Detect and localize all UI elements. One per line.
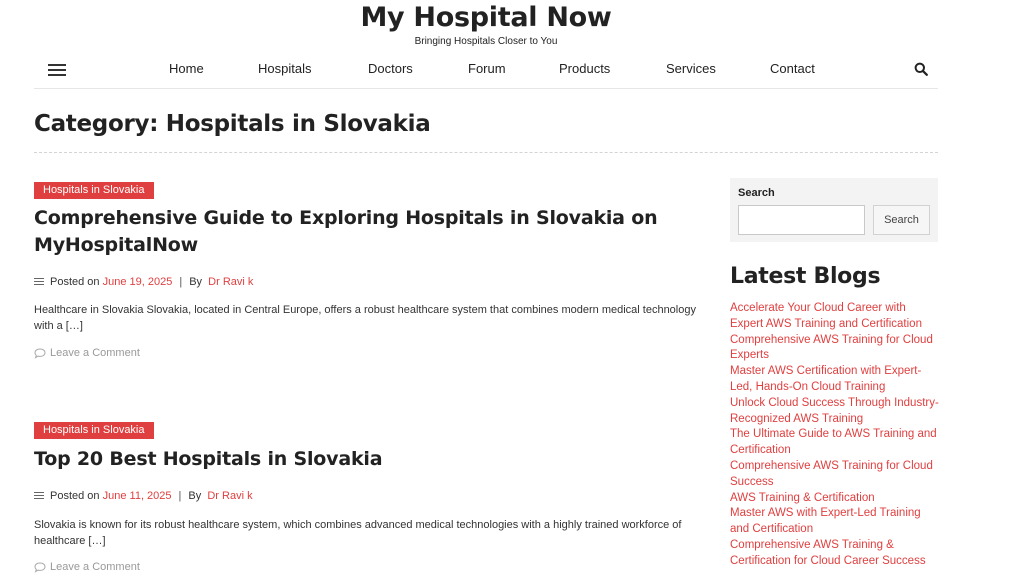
- by-label: By: [189, 276, 203, 288]
- leave-comment-link[interactable]: [34, 561, 140, 573]
- comment-icon: [34, 562, 46, 573]
- comment-icon: [34, 348, 46, 359]
- latest-blog-link[interactable]: Comprehensive AWS Training for Cloud Success: [730, 459, 933, 488]
- latest-blog-link[interactable]: Master AWS with Expert-Led Training and Certification: [730, 507, 921, 536]
- post-meta-icon: [34, 278, 44, 287]
- post-title[interactable]: Top 20 Best Hospitals in Slovakia: [34, 448, 383, 470]
- nav-item-contact[interactable]: Contact: [770, 61, 815, 76]
- latest-blog-link[interactable]: Master AWS Certification with Expert-Led, Hands-On Cloud Training: [730, 365, 922, 393]
- search-input[interactable]: [738, 205, 865, 235]
- nav-item-home[interactable]: Home: [169, 61, 204, 76]
- latest-blog-link[interactable]: Unlock Cloud Success Through Industry-Recognized AWS Training: [730, 396, 939, 425]
- search-icon[interactable]: [914, 62, 928, 76]
- nav-item-forum[interactable]: Forum: [468, 61, 506, 76]
- latest-blog-link[interactable]: Accelerate Your Cloud Career with Expert AWS Training and Certification: [730, 302, 922, 330]
- search-label: Search: [738, 187, 775, 199]
- post-author[interactable]: Dr Ravi k: [208, 276, 254, 288]
- category-badge[interactable]: Hospitals in Slovakia: [34, 422, 154, 439]
- sidebar-search-widget: [730, 178, 938, 242]
- site-title[interactable]: My Hospital Now: [360, 2, 612, 33]
- nav-item-doctors[interactable]: Doctors: [368, 61, 413, 76]
- post-card: [34, 178, 714, 359]
- site-tagline: Bringing Hospitals Closer to You: [414, 36, 558, 47]
- post-excerpt: Slovakia is known for its robust healthcare system, which combines advanced medical technologies with a highly trained workforce of healthcare […]: [34, 519, 682, 547]
- nav-item-products[interactable]: Products: [559, 61, 611, 76]
- post-author[interactable]: Dr Ravi k: [207, 490, 253, 502]
- post-date[interactable]: June 19, 2025: [102, 276, 173, 288]
- post-title[interactable]: Comprehensive Guide to Exploring Hospitals in Slovakia on MyHospitalNow: [34, 207, 658, 256]
- by-label: By: [188, 490, 202, 502]
- main-navigation: [34, 56, 938, 89]
- post-meta: Posted on June 11, 2025 | By Dr Ravi k: [34, 490, 253, 502]
- hamburger-menu-icon[interactable]: [48, 64, 66, 77]
- leave-comment-text: Leave a Comment: [50, 347, 140, 359]
- post-excerpt: Healthcare in Slovakia Slovakia, located in Central Europe, offers a robust healthcare system that combines modern medical technology with a […]: [34, 304, 696, 332]
- leave-comment-link[interactable]: [34, 347, 140, 359]
- latest-blog-link[interactable]: Comprehensive AWS Training & Certification for Cloud Career Success: [730, 538, 926, 567]
- post-meta: Posted on June 19, 2025 | By Dr Ravi k: [34, 276, 253, 288]
- nav-item-hospitals[interactable]: Hospitals: [258, 61, 312, 76]
- category-badge[interactable]: Hospitals in Slovakia: [34, 182, 154, 199]
- latest-blog-link[interactable]: AWS Training & Certification: [730, 491, 875, 504]
- latest-blogs-heading: Latest Blogs: [730, 264, 881, 289]
- heading-divider: [34, 152, 938, 153]
- post-card: [34, 418, 714, 573]
- post-meta-icon: [34, 492, 44, 501]
- post-date[interactable]: June 11, 2025: [102, 490, 172, 502]
- search-button[interactable]: Search: [873, 205, 930, 235]
- leave-comment-text: Leave a Comment: [50, 561, 140, 573]
- category-heading: Category: Hospitals in Slovakia: [34, 111, 431, 137]
- posted-on-label: Posted on: [50, 490, 100, 502]
- latest-blogs-list: [730, 301, 940, 570]
- latest-blog-link[interactable]: Comprehensive AWS Training for Cloud Experts: [730, 333, 933, 362]
- posted-on-label: Posted on: [50, 276, 100, 288]
- nav-item-services[interactable]: Services: [666, 61, 716, 76]
- latest-blog-link[interactable]: The Ultimate Guide to AWS Training and Certification: [730, 428, 937, 457]
